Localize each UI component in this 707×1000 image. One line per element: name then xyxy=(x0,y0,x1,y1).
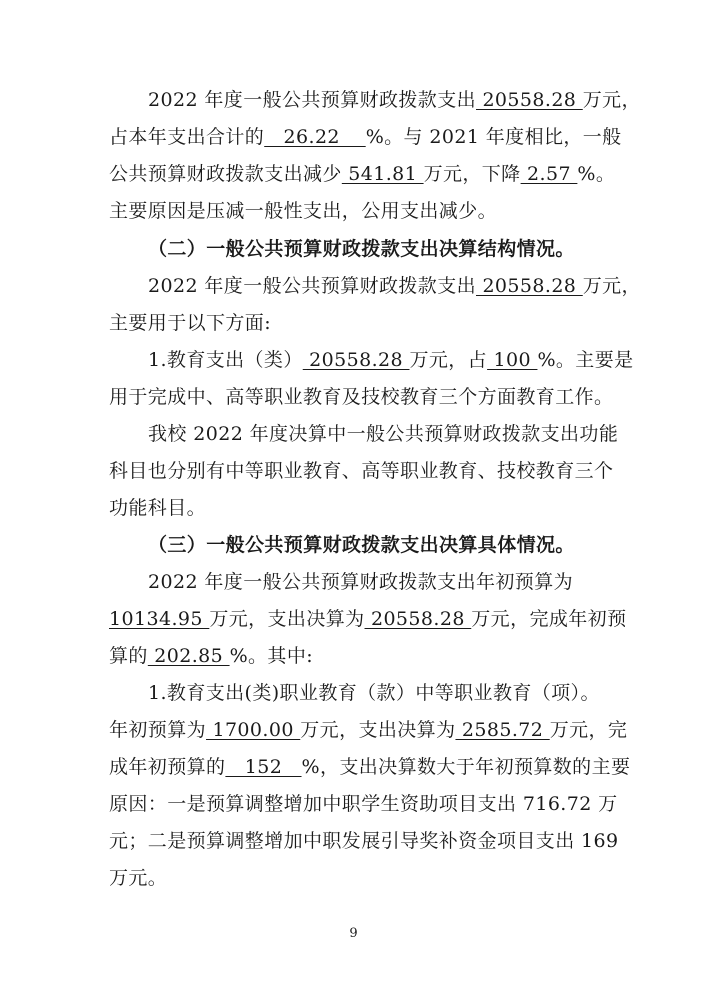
p4-line-1: 我校 2022 年度决算中一般公共预算财政拨款支出功能 xyxy=(148,423,619,445)
p1-line-2 xyxy=(109,125,622,149)
value-underlined: 20558.28 xyxy=(476,89,583,111)
p5-line-3 xyxy=(109,644,601,668)
p1-line-1 xyxy=(148,88,641,112)
value-underlined: 10134.95 xyxy=(109,608,210,630)
text: 万元， xyxy=(582,89,641,111)
text: 万元，完 xyxy=(549,719,628,741)
value-underlined: 20558.28 xyxy=(302,349,410,371)
text: 公共预算财政拨款支出减少 xyxy=(109,163,342,185)
p1-line-4: 主要原因是压减一般性支出，公用支出减少。 xyxy=(109,200,498,222)
p3-line-2: 用于完成中、高等职业教育及技校教育三个方面教育工作。 xyxy=(109,386,614,408)
value-underlined: 2585.72 xyxy=(455,719,550,741)
value-underlined: 202.85 xyxy=(147,645,230,667)
text: 万元，支出决算为 xyxy=(209,608,365,630)
text: %。其中: xyxy=(229,645,314,667)
p3-line-1 xyxy=(148,348,634,372)
value-underlined: 26.22 xyxy=(264,126,366,148)
text: %。 xyxy=(577,163,616,185)
section-heading-3: （三）一般公共预算财政拨款支出决算具体情况。 xyxy=(148,534,575,556)
value-underlined: 20558.28 xyxy=(476,275,583,297)
p6-line-4: 原因：一是预算调整增加中职学生资助项目支出 716.72 万 xyxy=(109,793,618,815)
text: 万元， xyxy=(582,275,641,297)
text: 万元，完成年初预 xyxy=(471,608,627,630)
p6-line-2 xyxy=(109,718,628,742)
value-underlined: 541.81 xyxy=(341,163,424,185)
p2-line-2: 主要用于以下方面: xyxy=(109,312,272,334)
text: %。与 2021 年度相比，一般 xyxy=(365,126,622,148)
text: 算的 xyxy=(109,645,148,667)
p4-line-3: 功能科目。 xyxy=(109,497,207,519)
text: 万元，下降 xyxy=(423,163,521,185)
p6-line-6: 万元。 xyxy=(109,867,168,889)
text: 2022 年度一般公共预算财政拨款支出 xyxy=(148,89,476,111)
value-underlined: 100 xyxy=(487,349,538,371)
p2-line-1 xyxy=(148,274,641,298)
p6-line-1: 1.教育支出(类)职业教育（款）中等职业教育（项）。 xyxy=(148,682,600,704)
p6-line-3 xyxy=(109,755,631,779)
text: %，支出决算数大于年初预算数的主要 xyxy=(301,756,631,778)
section-heading-2: （二）一般公共预算财政拨款支出决算结构情况。 xyxy=(148,238,575,260)
value-underlined: 1700.00 xyxy=(206,719,301,741)
value-underlined: 20558.28 xyxy=(364,608,472,630)
text: 万元，占 xyxy=(409,349,488,371)
page-number: 9 xyxy=(349,926,358,941)
text: %。主要是 xyxy=(537,349,634,371)
value-underlined: 152 xyxy=(225,756,302,778)
text: 年初预算为 xyxy=(109,719,207,741)
p6-line-5: 元；二是预算调整增加中职发展引导奖补资金项目支出 169 xyxy=(109,830,619,852)
text: 1.教育支出（类） xyxy=(148,349,303,371)
p5-line-1: 2022 年度一般公共预算财政拨款支出年初预算为 xyxy=(148,571,573,593)
text: 成年初预算的 xyxy=(109,756,226,778)
p5-line-2 xyxy=(109,607,627,631)
text: 2022 年度一般公共预算财政拨款支出 xyxy=(148,275,476,297)
p4-line-2: 科目也分别有中等职业教育、高等职业教育、技校教育三个 xyxy=(109,460,614,482)
text: 占本年支出合计的 xyxy=(109,126,265,148)
p1-line-3 xyxy=(109,162,616,186)
text: 万元，支出决算为 xyxy=(300,719,456,741)
value-underlined: 2.57 xyxy=(520,163,578,185)
